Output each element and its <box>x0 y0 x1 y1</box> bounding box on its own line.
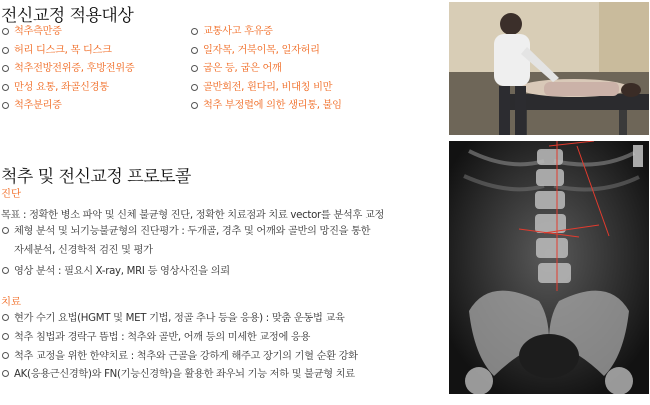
list-item-label: 척추 교정을 위한 한약치료 : 척추와 근골을 강하게 해주고 장기의 기혈 순환 강화 <box>14 350 358 362</box>
list-item-label: 교통사고 후유증 <box>203 26 273 37</box>
list-item-label: 허리 디스크, 목 디스크 <box>14 44 112 56</box>
circle-bullet-icon <box>191 102 198 109</box>
list-item <box>1 310 358 329</box>
subheading-diagnosis: 진단 <box>1 188 22 200</box>
circle-bullet-icon <box>2 370 9 377</box>
list-item <box>1 97 134 116</box>
circle-bullet-icon <box>2 65 9 72</box>
section-title-target-conditions: 전신교정 적용대상 <box>1 6 134 26</box>
diagnosis-list <box>1 223 370 282</box>
list-item <box>190 42 342 61</box>
circle-bullet-icon <box>2 267 9 274</box>
list-item-label: 영상 분석 : 필요시 X-ray, MRI 등 영상사진을 의뢰 <box>14 266 230 277</box>
circle-bullet-icon <box>2 314 9 321</box>
circle-bullet-icon <box>2 227 9 234</box>
list-item-label: 만성 요통, 좌골신경통 <box>14 81 109 93</box>
circle-bullet-icon <box>2 352 9 359</box>
list-item <box>1 223 370 262</box>
conditions-list-right <box>190 23 342 116</box>
list-item <box>1 329 358 348</box>
list-item-label: 굽은 등, 굽은 어깨 <box>203 63 282 75</box>
circle-bullet-icon <box>2 84 9 91</box>
conditions-list-left <box>1 23 134 116</box>
subheading-treatment: 치료 <box>1 296 22 308</box>
list-item <box>190 60 342 79</box>
list-item <box>1 79 134 98</box>
list-item <box>190 23 342 42</box>
list-item-label: 현가 수기 요법(HGMT 및 MET 기법, 정골 추나 등을 응용) : 맞춤 운동법 교육 <box>14 313 345 324</box>
list-item-label: 척추 부정렬에 의한 생리통, 불임 <box>203 100 342 112</box>
treatment-photo <box>449 2 649 135</box>
list-item-label: 척추측만증 <box>14 26 62 37</box>
circle-bullet-icon <box>191 47 198 54</box>
section-title-protocol: 척추 및 전신교정 프로토콜 <box>1 167 191 187</box>
list-item-label: 척추전방전위증, 후방전위증 <box>14 63 135 75</box>
circle-bullet-icon <box>2 47 9 54</box>
list-item <box>1 263 370 282</box>
list-item <box>1 348 358 367</box>
list-item-label: AK(응용근신경학)와 FN(기능신경학)을 활용한 좌우뇌 기능 저하 및 불균형 치료 <box>14 369 355 381</box>
diagnosis-goal: 목표 : 정확한 병소 파악 및 신체 불균형 진단, 정확한 치료점과 치료 vector를 분석후 교정 <box>1 210 385 221</box>
circle-bullet-icon <box>2 28 9 35</box>
list-item <box>1 60 134 79</box>
list-item-label: 체형 분석 및 뇌기능불균형의 진단평가 : 두개골, 경추 및 어깨와 골반의 망진을 통한 <box>14 226 371 237</box>
circle-bullet-icon <box>191 28 198 35</box>
spine-xray-image <box>449 141 649 394</box>
list-item <box>190 97 342 116</box>
treatment-list <box>1 310 358 385</box>
list-item-label: 골반회전, 휜다리, 비대칭 비만 <box>203 81 333 93</box>
circle-bullet-icon <box>2 102 9 109</box>
treatment-photo-illustration <box>449 2 649 135</box>
circle-bullet-icon <box>191 84 198 91</box>
list-item-label-continued: 자세분석, 신경학적 검진 및 평가 <box>14 244 153 256</box>
list-item-label: 척추분리증 <box>14 100 62 112</box>
list-item-label: 척추 침법과 경락구 뜸법 : 척추와 골반, 어깨 등의 미세한 교정에 응용 <box>14 331 311 343</box>
list-item <box>1 23 134 42</box>
spine-xray-illustration <box>449 141 649 394</box>
list-item <box>1 366 358 385</box>
circle-bullet-icon <box>191 65 198 72</box>
list-item <box>1 42 134 61</box>
list-item-label: 일자목, 거북이목, 일자허리 <box>203 44 320 56</box>
list-item <box>190 79 342 98</box>
circle-bullet-icon <box>2 333 9 340</box>
